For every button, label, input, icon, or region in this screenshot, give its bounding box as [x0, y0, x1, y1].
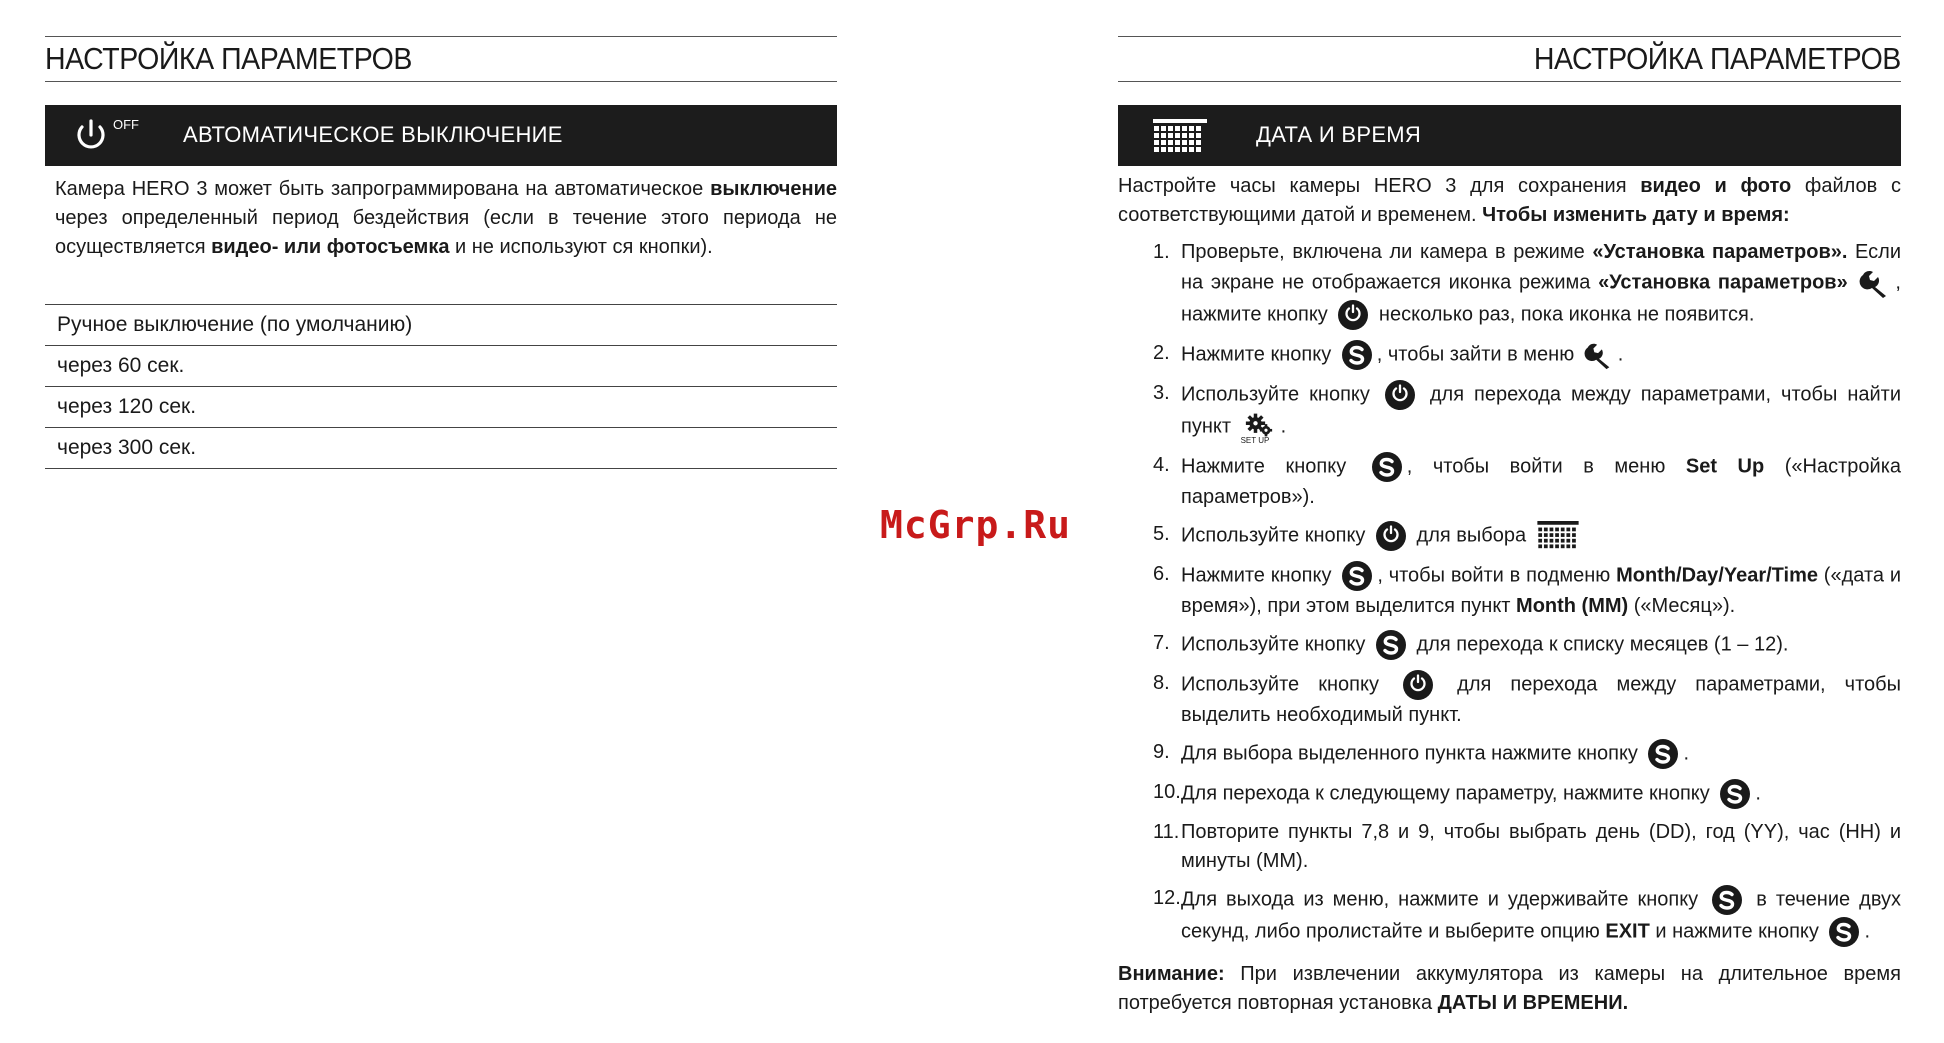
wrench-icon: [1859, 267, 1891, 299]
step-text: Для перехода к следующему параметру, нажмите кнопку: [1181, 782, 1716, 805]
list-item: [1153, 738, 1901, 770]
mode-button-icon: [1337, 299, 1369, 331]
intro-paragraph: [1118, 172, 1901, 230]
step-bold: Month/Day/Year/Time: [1616, 564, 1818, 587]
step-number: 9.: [1153, 741, 1170, 763]
step-text: Для выхода из меню, нажмите и удерживайте кнопку: [1181, 888, 1708, 911]
list-item: [1153, 520, 1901, 552]
section-title: ДАТА И ВРЕМЯ: [1256, 122, 1422, 147]
step-text: и нажмите кнопку: [1649, 920, 1825, 943]
step-number: 10.: [1153, 781, 1181, 803]
right-page: [1118, 0, 1901, 1043]
section-bar-auto-off: [45, 105, 837, 166]
page-header: [1118, 36, 1901, 82]
intro-bold: выключение: [710, 178, 837, 200]
step-bold: «Установка параметров».: [1592, 241, 1848, 263]
intro-text: Камера HERO 3 может быть запрограммирована на автоматическое: [55, 178, 711, 200]
step-text: в течение двух секунд, либо пролистайте и выберите опцию: [1181, 888, 1901, 943]
step-text: для перехода между параметрами, чтобы найти пункт: [1181, 383, 1901, 438]
intro-paragraph: [55, 175, 837, 262]
list-item: [1153, 778, 1901, 810]
step-text: .: [1617, 343, 1624, 366]
step-number: 1.: [1153, 241, 1170, 263]
section-title: АВТОМАТИЧЕСКОЕ ВЫКЛЮЧЕНИЕ: [183, 122, 563, 147]
step-bold: EXIT: [1605, 920, 1650, 943]
list-item: [1153, 339, 1901, 371]
s-button-icon: [1719, 778, 1751, 810]
option-60: через 60 сек.: [45, 345, 837, 386]
step-text: Используйте кнопку: [1181, 383, 1380, 406]
mode-button-icon: [1402, 669, 1434, 701]
step-text: Используйте кнопку: [1181, 524, 1371, 547]
setup-icon-label: SET UP: [1240, 436, 1270, 445]
list-item: [1153, 238, 1901, 331]
step-number: 12.: [1153, 887, 1181, 909]
intro-text: Настройте часы камеры HERO 3 для сохранения: [1118, 175, 1641, 197]
list-item: [1153, 560, 1901, 621]
list-item: [1153, 629, 1901, 661]
step-text: .: [1280, 415, 1287, 438]
step-text: для выбора: [1411, 524, 1532, 547]
step-number: 5.: [1153, 523, 1170, 545]
intro-bold: Чтобы изменить дату и время:: [1482, 204, 1790, 226]
power-off-icon: [72, 117, 110, 160]
step-text: .: [1864, 920, 1871, 943]
section-bar-date-time: [1118, 105, 1901, 166]
step-number: 7.: [1153, 632, 1170, 654]
mode-button-icon: [1375, 520, 1407, 552]
s-button-icon: [1647, 738, 1679, 770]
step-text: несколько раз, пока иконка не появится.: [1373, 303, 1755, 326]
list-item: [1153, 379, 1901, 443]
page-title: НАСТРОЙКА ПАРАМЕТРОВ: [1534, 41, 1901, 76]
left-page: [45, 0, 837, 1043]
option-manual: Ручное выключение (по умолчанию): [45, 304, 837, 345]
step-text: Используйте кнопку: [1181, 673, 1399, 696]
step-number: 11.: [1153, 821, 1180, 843]
s-button-icon: [1375, 629, 1407, 661]
step-text: , чтобы войти в подменю: [1377, 564, 1617, 587]
step-number: 8.: [1153, 672, 1170, 694]
step-text: Нажмите кнопку: [1181, 455, 1367, 478]
option-300: через 300 сек.: [45, 427, 837, 469]
s-button-icon: [1341, 339, 1373, 371]
intro-text: и не используют ся кнопки).: [449, 236, 713, 258]
step-text: Используйте кнопку: [1181, 633, 1371, 656]
options-list: [45, 304, 837, 469]
step-text: («дата и время»), при этом выделится пункт: [1181, 564, 1902, 617]
mode-button-icon: [1384, 379, 1416, 411]
step-text: для перехода к списку месяцев (1 – 12).: [1411, 633, 1789, 656]
setup-gear-icon: [1241, 411, 1277, 443]
step-text: , чтобы зайти в меню: [1376, 343, 1580, 366]
step-text: Для выбора выделенного пункта нажмите кнопку: [1181, 742, 1644, 765]
list-item: [1153, 884, 1901, 948]
step-text: («Настройка параметров»).: [1181, 455, 1902, 508]
note-text: При извлечении аккумулятора из камеры на длительное время потребуется повторная установка: [1118, 963, 1901, 1014]
intro-text: через определенный период бездействия (если в течение этого периода не осуществляется: [55, 207, 837, 258]
step-number: 4.: [1153, 454, 1170, 476]
page-header: [45, 36, 837, 82]
intro-bold: видео и фото: [1640, 175, 1792, 197]
step-number: 3.: [1153, 382, 1170, 404]
wrench-icon: [1584, 340, 1614, 370]
s-button-icon: [1341, 560, 1373, 592]
step-text: .: [1755, 782, 1761, 805]
step-text: («Месяц»).: [1628, 595, 1736, 617]
warning-note: [1118, 960, 1901, 1018]
step-bold: Set Up: [1685, 455, 1765, 478]
watermark: McGrp.Ru: [880, 503, 1072, 547]
intro-text: файлов с соответствующими датой и временем.: [1118, 175, 1901, 226]
option-120: через 120 сек.: [45, 386, 837, 427]
step-bold: Month (MM): [1516, 595, 1629, 617]
step-text: Повторите пункты 7,8 и 9, чтобы выбрать день (DD), год (YY), час (HH) и минуты (MM).: [1181, 821, 1901, 872]
note-bold: ДАТЫ И ВРЕМЕНИ.: [1437, 992, 1629, 1014]
step-bold: «Установка параметров»: [1598, 271, 1848, 294]
step-number: 6.: [1153, 563, 1170, 585]
list-item: [1153, 669, 1901, 730]
s-button-icon: [1711, 884, 1743, 916]
list-item: [1153, 818, 1901, 876]
list-item: [1153, 451, 1901, 512]
step-text: , нажмите кнопку: [1181, 271, 1901, 326]
step-text: для перехода между параметрами, чтобы выделить необходимый пункт.: [1181, 673, 1901, 726]
calendar-icon: [1536, 521, 1580, 551]
power-off-label: OFF: [113, 117, 139, 132]
calendar-icon: [1153, 119, 1207, 160]
steps-list: [1153, 238, 1901, 956]
step-number: 2.: [1153, 342, 1170, 364]
intro-bold: видео- или фотосъемка: [211, 236, 450, 258]
step-text: Нажмите кнопку: [1181, 564, 1338, 587]
step-text: , чтобы войти в меню: [1406, 455, 1686, 478]
step-text: Проверьте, включена ли камера в режиме: [1181, 241, 1593, 263]
page-title: НАСТРОЙКА ПАРАМЕТРОВ: [45, 41, 412, 76]
note-label: Внимание:: [1118, 963, 1225, 985]
s-button-icon: [1828, 916, 1860, 948]
step-text: Нажмите кнопку: [1181, 343, 1337, 366]
step-text: .: [1683, 742, 1690, 765]
s-button-icon: [1371, 451, 1403, 483]
step-text: Если на экране не отображается иконка режима: [1181, 241, 1901, 294]
